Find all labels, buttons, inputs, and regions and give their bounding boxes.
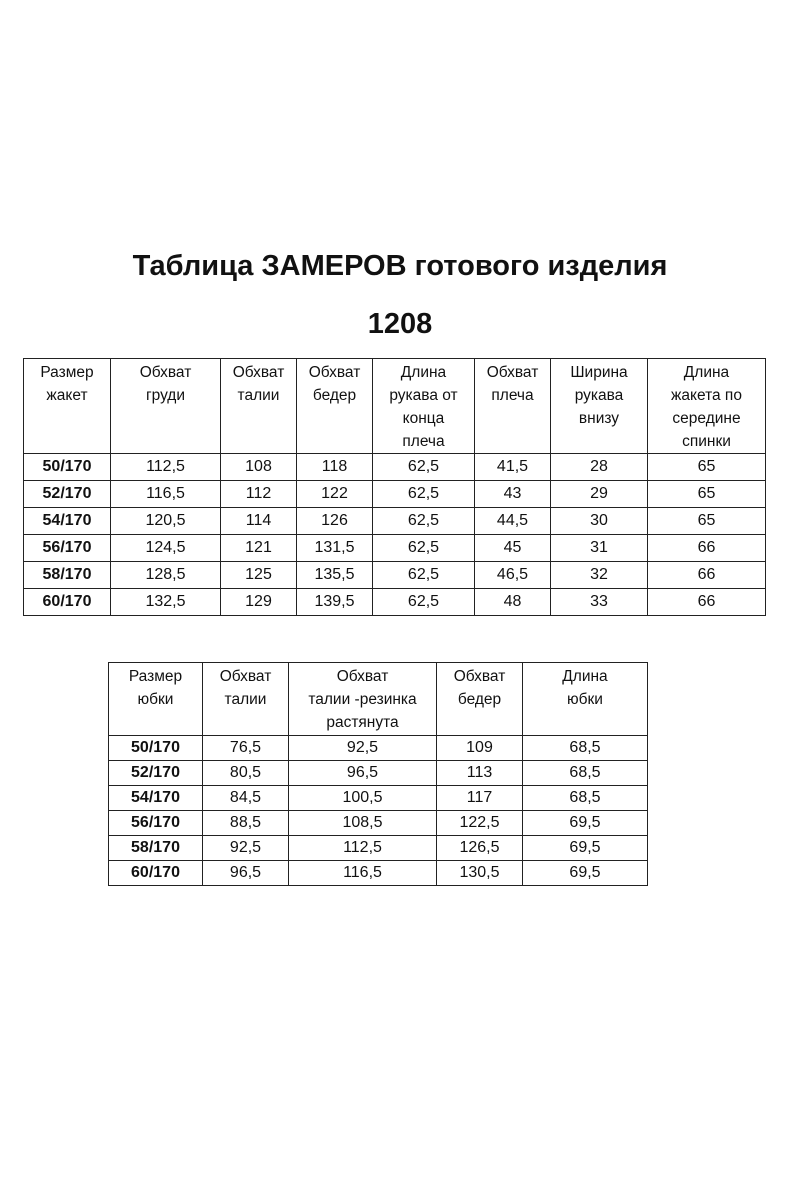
table-row — [109, 761, 648, 786]
table-cell: 125 — [221, 562, 297, 589]
table-cell: 45 — [475, 535, 551, 562]
table-cell: 48 — [475, 589, 551, 616]
table-cell: 112,5 — [111, 454, 221, 481]
table-cell: 132,5 — [111, 589, 221, 616]
table-cell: 68,5 — [523, 761, 648, 786]
table-row — [24, 562, 766, 589]
table-row — [24, 589, 766, 616]
table-cell: 128,5 — [111, 562, 221, 589]
size-cell: 60/170 — [109, 861, 203, 886]
header-cell: Длина юбки — [523, 663, 648, 736]
size-cell: 50/170 — [109, 736, 203, 761]
header-cell: Обхват плеча — [475, 359, 551, 454]
table-cell: 62,5 — [373, 508, 475, 535]
header-cell: Обхват груди — [111, 359, 221, 454]
table-cell: 124,5 — [111, 535, 221, 562]
table-cell: 108,5 — [289, 811, 437, 836]
table-cell: 92,5 — [203, 836, 289, 861]
table-row — [24, 481, 766, 508]
size-cell: 52/170 — [24, 481, 111, 508]
table-cell: 130,5 — [437, 861, 523, 886]
table-cell: 112 — [221, 481, 297, 508]
table-cell: 80,5 — [203, 761, 289, 786]
model-number: 1208 — [367, 308, 433, 340]
table-row — [24, 535, 766, 562]
header-cell: Размер жакет — [24, 359, 111, 454]
table-cell: 65 — [648, 454, 766, 481]
table-cell: 84,5 — [203, 786, 289, 811]
table-cell: 28 — [551, 454, 648, 481]
table-cell: 114 — [221, 508, 297, 535]
header-cell: Длина рукава от конца плеча — [373, 359, 475, 454]
table-row — [109, 736, 648, 761]
table-cell: 66 — [648, 589, 766, 616]
table-cell: 92,5 — [289, 736, 437, 761]
table-cell: 62,5 — [373, 589, 475, 616]
page-title: Таблица ЗАМЕРОВ готового изделия — [132, 250, 668, 282]
table-cell: 117 — [437, 786, 523, 811]
table-cell: 122 — [297, 481, 373, 508]
table-cell: 112,5 — [289, 836, 437, 861]
table-row — [24, 508, 766, 535]
table-cell: 122,5 — [437, 811, 523, 836]
jacket-measurements-table — [23, 358, 766, 616]
header-cell: Обхват бедер — [437, 663, 523, 736]
header-cell: Ширина рукава внизу — [551, 359, 648, 454]
header-cell: Длина жакета по середине спинки — [648, 359, 766, 454]
size-cell: 60/170 — [24, 589, 111, 616]
size-cell: 54/170 — [109, 786, 203, 811]
size-cell: 52/170 — [109, 761, 203, 786]
table-cell: 44,5 — [475, 508, 551, 535]
table-cell: 69,5 — [523, 861, 648, 886]
table-cell: 88,5 — [203, 811, 289, 836]
header-cell: Обхват талии — [203, 663, 289, 736]
table-cell: 76,5 — [203, 736, 289, 761]
table-cell: 96,5 — [289, 761, 437, 786]
table-cell: 33 — [551, 589, 648, 616]
size-cell: 56/170 — [24, 535, 111, 562]
table-row — [109, 861, 648, 886]
size-cell: 58/170 — [109, 836, 203, 861]
header-cell: Обхват бедер — [297, 359, 373, 454]
table-cell: 62,5 — [373, 481, 475, 508]
table-cell: 69,5 — [523, 836, 648, 861]
header-cell: Обхват талии -резинка растянута — [289, 663, 437, 736]
table-cell: 65 — [648, 481, 766, 508]
table-row — [24, 454, 766, 481]
table-cell: 32 — [551, 562, 648, 589]
table-cell: 139,5 — [297, 589, 373, 616]
skirt-measurements-table — [108, 662, 648, 886]
table-cell: 46,5 — [475, 562, 551, 589]
table-header-row — [24, 359, 766, 454]
table-cell: 109 — [437, 736, 523, 761]
table-cell: 96,5 — [203, 861, 289, 886]
table-header-row — [109, 663, 648, 736]
table-cell: 41,5 — [475, 454, 551, 481]
table-row — [109, 786, 648, 811]
table-cell: 126 — [297, 508, 373, 535]
table-cell: 113 — [437, 761, 523, 786]
table-cell: 31 — [551, 535, 648, 562]
table-cell: 126,5 — [437, 836, 523, 861]
table-cell: 129 — [221, 589, 297, 616]
table-cell: 121 — [221, 535, 297, 562]
table-cell: 66 — [648, 535, 766, 562]
header-cell: Обхват талии — [221, 359, 297, 454]
table-cell: 69,5 — [523, 811, 648, 836]
table-cell: 135,5 — [297, 562, 373, 589]
table-cell: 100,5 — [289, 786, 437, 811]
table-row — [109, 836, 648, 861]
table-cell: 68,5 — [523, 736, 648, 761]
table-cell: 62,5 — [373, 454, 475, 481]
header-cell: Размер юбки — [109, 663, 203, 736]
table-cell: 66 — [648, 562, 766, 589]
size-cell: 54/170 — [24, 508, 111, 535]
table-cell: 108 — [221, 454, 297, 481]
size-cell: 58/170 — [24, 562, 111, 589]
size-cell: 50/170 — [24, 454, 111, 481]
table-cell: 62,5 — [373, 562, 475, 589]
table-cell: 62,5 — [373, 535, 475, 562]
size-cell: 56/170 — [109, 811, 203, 836]
table-cell: 116,5 — [289, 861, 437, 886]
table-cell: 65 — [648, 508, 766, 535]
table-cell: 131,5 — [297, 535, 373, 562]
table-cell: 29 — [551, 481, 648, 508]
table-cell: 43 — [475, 481, 551, 508]
table-cell: 30 — [551, 508, 648, 535]
table-cell: 118 — [297, 454, 373, 481]
table-cell: 68,5 — [523, 786, 648, 811]
table-row — [109, 811, 648, 836]
table-cell: 120,5 — [111, 508, 221, 535]
table-cell: 116,5 — [111, 481, 221, 508]
